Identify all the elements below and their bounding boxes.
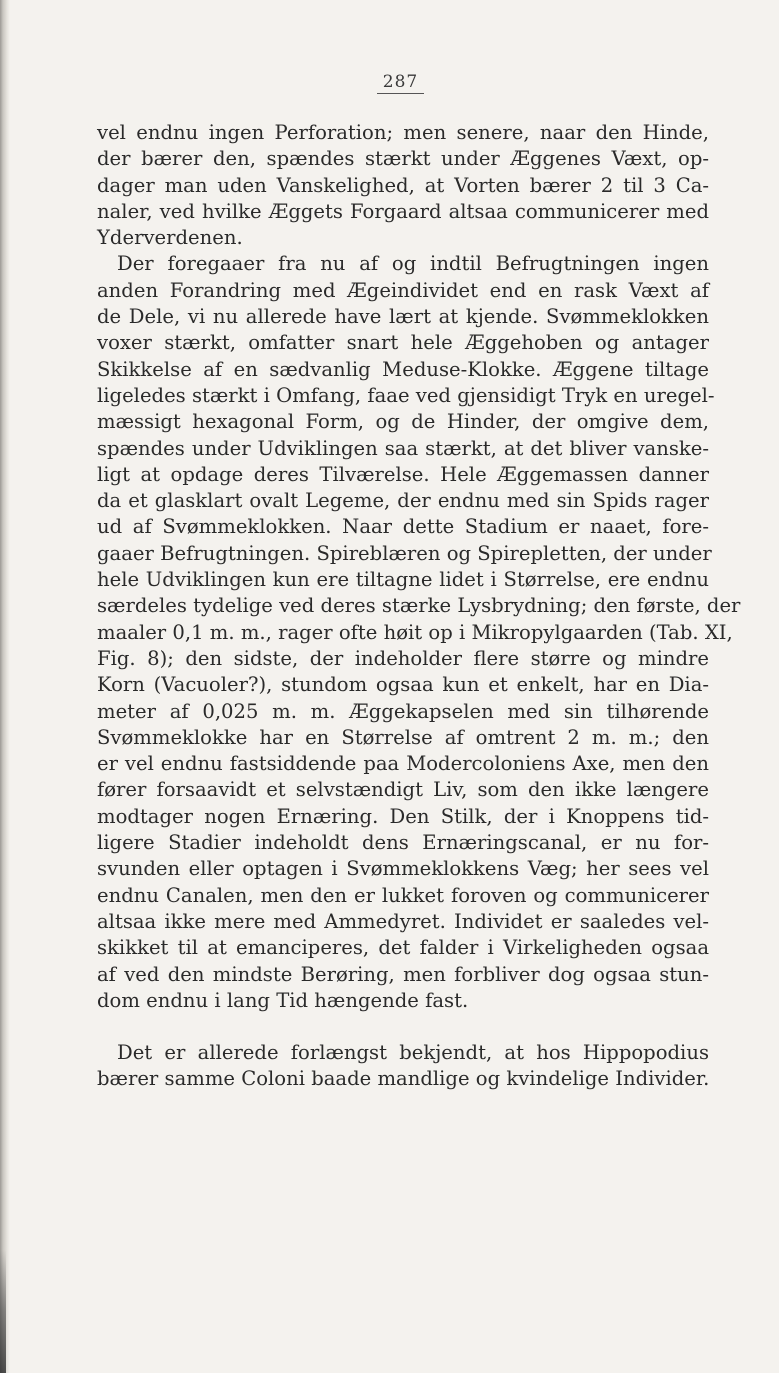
text-line: ligeledes stærkt i Omfang, faae ved gjensidigt Tryk en uregel- <box>97 383 715 407</box>
text-line: hele Udviklingen kun ere tiltagne lidet i Størrelse, ere endnu <box>97 568 709 592</box>
text-line: meter af 0,025 m. m. Æggekapselen med sin tilhørende <box>97 699 709 723</box>
paragraph-2 <box>97 251 741 1014</box>
text-line: maaler 0,1 m. m., rager ofte høit op i Mikropylgaarden (Tab. XI, <box>97 620 733 644</box>
text-line: af ved den mindste Berøring, men forbliver dog ogsaa stun- <box>97 962 709 986</box>
text-line: mæssigt hexagonal Form, og de Hinder, der omgive dem, <box>97 410 709 434</box>
text-line: er vel endnu fastsiddende paa Modercoloniens Axe, men den <box>97 752 709 776</box>
text-line: ud af Svømmeklokken. Naar dette Stadium er naaet, fore- <box>97 515 709 539</box>
text-line: fører forsaavidt et selvstændigt Liv, som den ikke længere <box>97 778 709 802</box>
text-line: svunden eller optagen i Svømmeklokkens Væg; her sees vel <box>97 857 709 881</box>
text-line: ligere Stadier indeholdt dens Ernæringscanal, er nu for- <box>97 831 709 855</box>
text-line: der bærer den, spændes stærkt under Æggenes Væxt, op- <box>97 147 709 171</box>
text-line: endnu Canalen, men den er lukket foroven og communicerer <box>97 883 709 907</box>
body-text <box>97 120 741 1093</box>
page-number-text: 287 <box>377 72 424 94</box>
text-line: vel endnu ingen Perforation; men senere, naar den Hinde, <box>97 121 709 144</box>
text-line: de Dele, vi nu allerede have lært at kjende. Svømmeklokken <box>97 305 709 329</box>
paragraph-1 <box>97 120 709 251</box>
paragraph-gap <box>97 1014 709 1040</box>
text-line: voxer stærkt, omfatter snart hele Æggehoben og antager <box>97 331 709 355</box>
text-line: ligt at opdage deres Tilværelse. Hele Æggemassen danner <box>97 462 709 486</box>
text-line: gaaer Befrugtningen. Spireblæren og Spirepletten, der under <box>97 541 712 565</box>
text-line: bærer samme Coloni baade mandlige og kvindelige Individer. <box>97 1067 710 1091</box>
paragraph-3 <box>97 1040 709 1093</box>
text-line: altsaa ikke mere med Ammedyret. Individet er saaledes vel- <box>97 909 709 933</box>
text-line: dom endnu i lang Tid hængende fast. <box>97 988 469 1012</box>
text-line: Yderverdenen. <box>97 226 243 250</box>
text-line: Korn (Vacuoler?), stundom ogsaa kun et enkelt, har en Dia- <box>97 673 709 697</box>
page-number <box>0 72 779 94</box>
text-line: Fig. 8); den sidste, der indeholder flere større og mindre <box>97 646 709 670</box>
text-line: da et glasklart ovalt Legeme, der endnu med sin Spids rager <box>97 489 709 513</box>
text-line: skikket til at emanciperes, det falder i Virkeligheden ogsaa <box>97 936 709 960</box>
text-line: anden Forandring med Ægeindividet end en rask Væxt af <box>97 278 709 302</box>
text-line: Det er allerede forlængst bekjendt, at hos Hippopodius <box>117 1041 709 1065</box>
text-line: dager man uden Vanskelighed, at Vorten bærer 2 til 3 Ca- <box>97 173 709 197</box>
text-line: spændes under Udviklingen saa stærkt, at det bliver vanske- <box>97 436 709 460</box>
page-gutter-shadow <box>0 0 10 1373</box>
text-line: Der foregaaer fra nu af og indtil Befrugtningen ingen <box>117 252 709 276</box>
text-line: Skikkelse af en sædvanlig Meduse-Klokke. Æggene tiltage <box>97 357 709 381</box>
binding-edge-shadow <box>0 1250 6 1373</box>
text-line: særdeles tydelige ved deres stærke Lysbrydning; den første, der <box>97 594 741 618</box>
text-line: Svømmeklokke har en Størrelse af omtrent 2 m. m.; den <box>97 725 709 749</box>
text-line: modtager nogen Ernæring. Den Stilk, der i Knoppens tid- <box>97 804 709 828</box>
text-line: naler, ved hvilke Æggets Forgaard altsaa communicerer med <box>97 199 709 223</box>
